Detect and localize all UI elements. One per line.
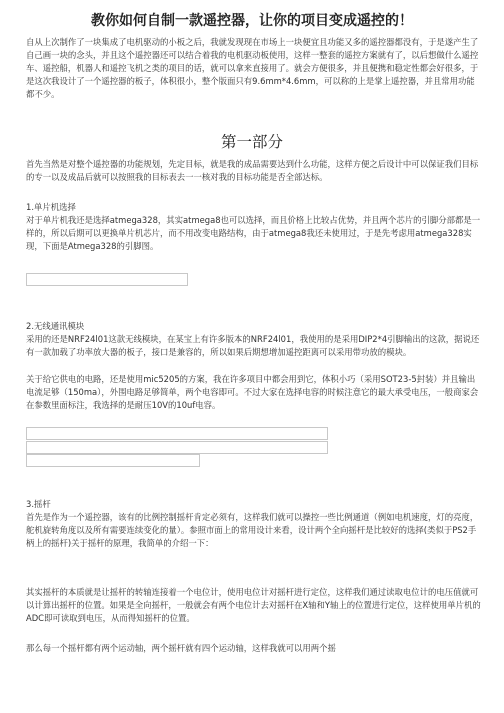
image-placeholder bbox=[26, 454, 200, 467]
page-title: 教你如何自制一款遥控器，让你的项目变成遥控的！ bbox=[91, 13, 413, 29]
section2-paragraph-2: 关于给它供电的电路，还是使用mic5205的方案，我在许多项目中都会用到它，体积小巧（采用SOT23-5封装）并且输出电流足够（150ma），外围电路足够简单，两个电容即可。不过大家在选择电容的时候注意它的最大承受电压，一般商家会在参数里面标注，我选择的是耐压10V的10uf电容。 bbox=[26, 374, 479, 410]
section2-paragraph-1: 采用的还是NRF24l01这款无线模块，在某宝上有许多版本的NRF24l01，我使用的是采用DIP2*4引脚输出的这款，据说还有一款加载了功率放大器的板子，接口是兼容的，所以如果后期想增加遥控距离可以采用带功放的模块。 bbox=[26, 334, 480, 357]
section3-paragraph-3: 那么每一个摇杆都有两个运动轴，两个摇杆就有四个运动轴，这样我就可以用两个摇 bbox=[26, 643, 336, 653]
section1-paragraph: 对于单片机我还是选择atmega328，其实atmega8也可以选择，而且价格上比较占优势，并且两个芯片的引脚分部都是一样的，所以后期可以更换单片机芯片，而不用改变电路结构，由于atmega8我还未使用过，于是先考虑用atmega328实现，下面是Atmega328的引脚图。 bbox=[26, 215, 481, 251]
part1-paragraph: 首先当然是对整个遥控器的功能规划，先定目标，就是我的成品需要达到什么功能，这样方便之后设计中可以保证我们目标的专一以及成品后就可以按照我的目标表去一一核对我的目标功能是否全部达标。 bbox=[26, 159, 479, 182]
part1-heading: 第一部分 bbox=[220, 133, 283, 151]
section3-paragraph-2: 其实摇杆的本质就是让摇杆的转轴连接着一个电位计，使用电位计对摇杆进行定位，这样我们通过读取电位计的电压值就可以计算出摇杆的位置。如果是全向摇杆，一般就会有两个电位计去对摇杆在X轴和Y轴上的位置进行定位，这样使用单片机的ADC即可读取到电压，从而得知摇杆的位置。 bbox=[26, 587, 481, 623]
intro-paragraph: 自从上次制作了一块集成了电机驱动的小板之后，我就发现现在市场上一块便宜且功能又多的遥控器都没有，于是遂产生了自己画一块的念头，并且这个遥控器还可以结合着我的电机驱动板使用，这样一整套的遥控方案就有了，以后想做什么遥控车、遥控船，机器人和遥控飞机之类的项目的话，就可以拿来直接用了。就会方便很多，并且便携和稳定性都会好很多，于是这次我设计了一个遥控器的板子，体积很小，整个版面只有9.6mm*4.6mm，可以称的上是掌上遥控器，并且常用功能都不少。 bbox=[26, 37, 479, 99]
section2-heading: 2.无线通讯模块 bbox=[26, 321, 85, 331]
image-placeholder bbox=[26, 273, 188, 286]
image-placeholder bbox=[26, 427, 328, 440]
section1-heading: 1.单片机选择 bbox=[26, 202, 76, 212]
section3-paragraph-1: 首先是作为一个遥控器，该有的比例控制摇杆肯定必须有，这样我们就可以操控一些比例通道（例如电机速度，灯的亮度，舵机旋转角度以及所有需要连续变化的量）。参照市面上的常用设计来看，设计两个全向摇杆是比较好的选择(类似于PS2手柄上的摇杆)关于摇杆的原理，我简单的介绍一下： bbox=[26, 512, 479, 548]
section3-heading: 3.摇杆 bbox=[26, 499, 51, 509]
image-placeholder bbox=[26, 441, 328, 454]
